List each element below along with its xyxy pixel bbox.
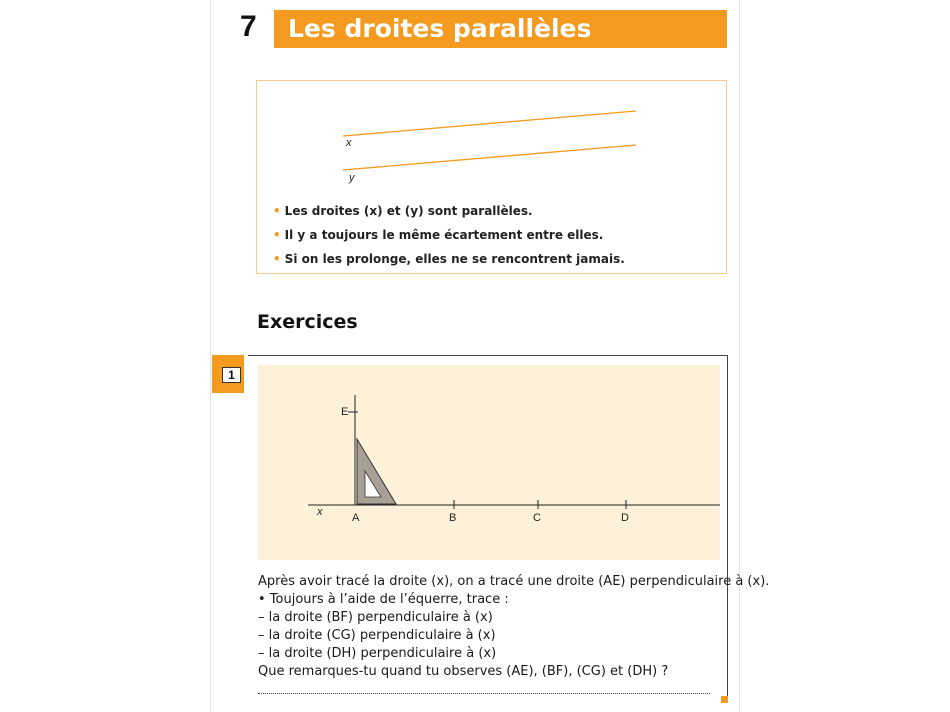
line-y	[343, 145, 636, 170]
rule-bullet: • Il y a toujours le même écartement entre elles.	[273, 228, 604, 242]
perpendicular-figure	[258, 365, 720, 560]
exercise-instructions	[258, 573, 770, 681]
line-y-label: y	[349, 172, 355, 184]
rule-bullet: • Si on les prolonge, elles ne se rencontrent jamais.	[273, 252, 625, 266]
exercises-heading: Exercices	[257, 311, 358, 333]
line-x	[343, 111, 636, 136]
rule-bullets	[273, 203, 625, 275]
instruction-line: Que remarques-tu quand tu observes (AE), (BF), (CG) et (DH) ?	[258, 664, 669, 679]
point-A: A	[352, 512, 360, 524]
point-D: D	[621, 512, 629, 524]
instruction-line: Après avoir tracé la droite (x), on a tracé une droite (AE) perpendiculaire à (x).	[258, 574, 770, 589]
rule-bullet: • Les droites (x) et (y) sont parallèles.	[273, 204, 533, 218]
instruction-line: • Toujours à l’aide de l’équerre, trace :	[258, 592, 509, 607]
chapter-title: Les droites parallèles	[274, 10, 727, 48]
instruction-line: – la droite (CG) perpendiculaire à (x)	[258, 628, 496, 643]
chapter-number: 7	[240, 10, 257, 43]
instruction-line: – la droite (BF) perpendiculaire à (x)	[258, 610, 493, 625]
exercise-number: 1	[222, 367, 241, 383]
exercise-figure	[258, 365, 720, 560]
answer-dotted-line	[258, 693, 710, 694]
point-B: B	[449, 512, 457, 524]
point-C: C	[533, 512, 541, 524]
label-E: E	[341, 406, 349, 418]
label-x: x	[317, 506, 323, 518]
rule-box	[256, 80, 727, 274]
line-x-label: x	[346, 137, 352, 149]
corner-mark	[721, 696, 728, 703]
instruction-line: – la droite (DH) perpendiculaire à (x)	[258, 646, 497, 661]
